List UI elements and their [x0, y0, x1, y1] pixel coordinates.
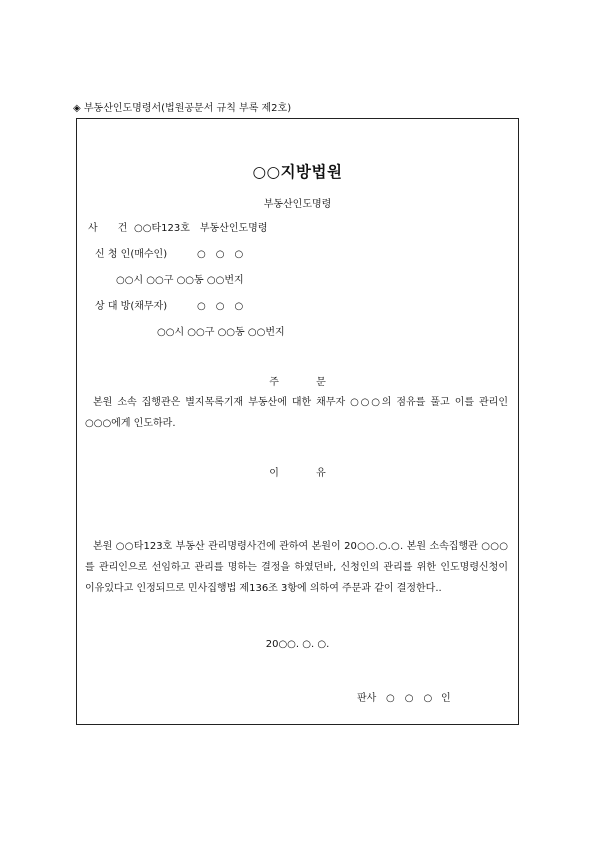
applicant-address: ○○시 ○○구 ○○동 ○○번지: [116, 275, 244, 286]
judge-name: ○ ○ ○: [386, 693, 433, 704]
respondent-address: ○○시 ○○구 ○○동 ○○번지: [157, 327, 285, 338]
respondent-label: 상 대 방(채무자): [95, 301, 168, 312]
document-frame: [76, 118, 519, 725]
document-type: 부동산인도명령: [263, 199, 332, 210]
reason-text: 본원 ○○타123호 부동산 관리명령사건에 관하여 본원이 20○○.○.○. 본원 소속집행관 ○○○를 관리인으로 선임하고 관리를 명하는 결정을 하였던바, 신청인의 관리를 위한 인도명령신청이 이유있다고 인정되므로 민사집행법 제136조 3항에 의하여 주문과 같이 결정한다..: [85, 541, 508, 594]
case-label: 사 건: [88, 223, 128, 234]
applicant-name: ○ ○ ○: [197, 249, 244, 260]
judge-label: 판사: [357, 693, 377, 704]
decision-date: 20○○. ○. ○.: [265, 639, 330, 650]
respondent-name: ○ ○ ○: [197, 301, 244, 312]
applicant-label: 신 청 인(매수인): [95, 249, 168, 260]
court-name: ○○지방법원: [252, 163, 343, 181]
judge-seal: 인: [441, 693, 451, 704]
case-value: ○○타123호 부동산인도명령: [134, 223, 268, 234]
order-heading: 주 문: [269, 377, 326, 388]
order-text: 본원 소속 집행관은 별지목록기재 부동산에 대한 채무자 ○○○의 점유를 풀고 이를 관리인 ○○○에게 인도하라.: [85, 397, 508, 429]
form-reference-heading: ◈ 부동산인도명령서(법원공문서 규칙 부록 제2호): [73, 103, 292, 114]
reason-heading: 이 유: [269, 468, 326, 479]
